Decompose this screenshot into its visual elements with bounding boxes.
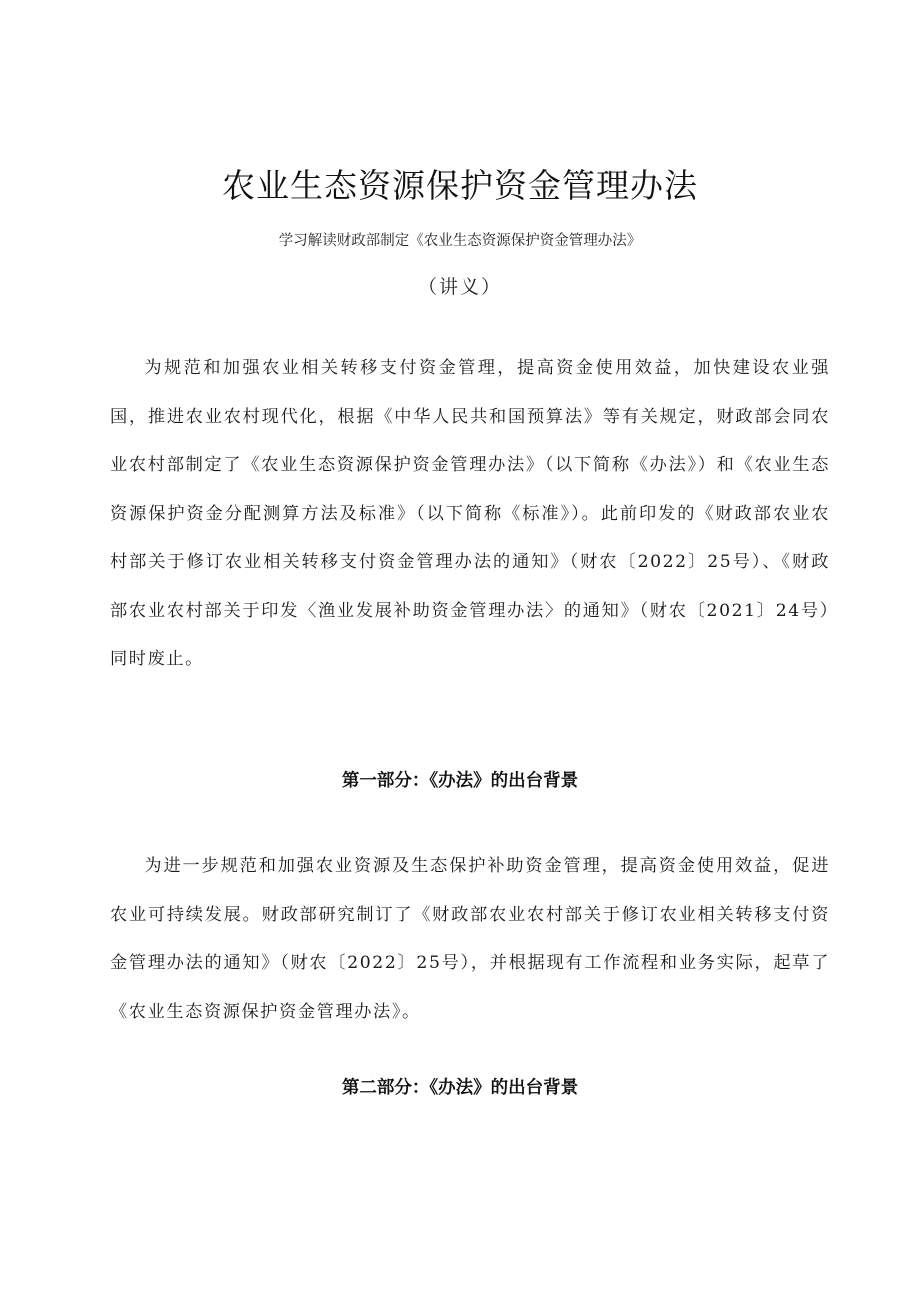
section-1-paragraph: 为进一步规范和加强农业资源及生态保护补助资金管理，提高资金使用效益，促进农业可持续发展。财政部研究制订了《财政部农业农村部关于修订农业相关转移支付资金管理办法的通知》（财农〔2022〕25号），并根据现有工作流程和业务实际，起草了《农业生态资源保护资金管理办法》。 (110, 856, 830, 1022)
section-heading-2: 第二部分：《办法》的出台背景 (341, 1078, 579, 1098)
lecture-note: （讲义） (417, 276, 502, 298)
document-subtitle: 学习解读财政部制定《农业生态资源保护资金管理办法》 (278, 233, 642, 249)
section-heading-1: 第一部分：《办法》的出台背景 (341, 771, 579, 791)
document-title: 农业生态资源保护资金管理办法 (222, 166, 698, 205)
intro-paragraph: 为规范和加强农业相关转移支付资金管理，提高资金使用效益，加快建设农业强国，推进农业农村现代化，根据《中华人民共和国预算法》等有关规定，财政部会同农业农村部制定了《农业生态资源保护资金管理办法》（以下简称《办法》）和《农业生态资源保护资金分配测算方法及标准》（以下简称《标准》）。此前印发的《财政部农业农村部关于修订农业相关转移支付资金管理办法的通知》（财农〔2022〕25号）、《财政部农业农村部关于印发〈渔业发展补助资金管理办法〉的通知》（财农〔2021〕24号）同时废止。 (110, 358, 830, 669)
